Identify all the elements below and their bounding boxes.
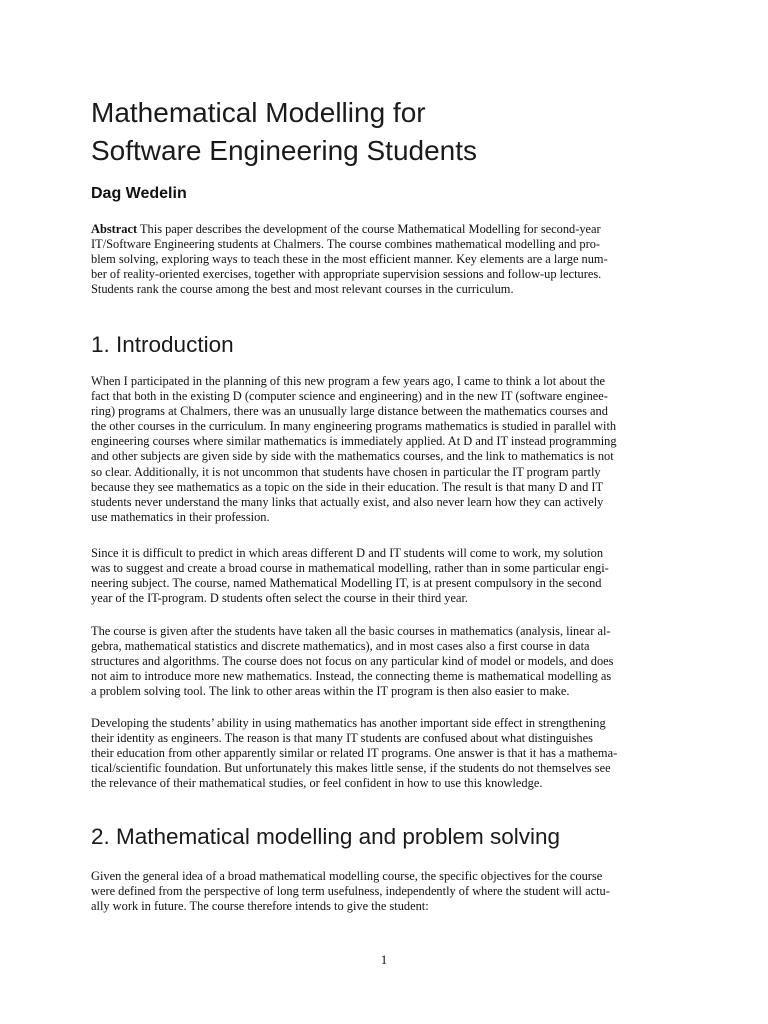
abstract-text: This paper describes the development of the course Mathematical Modelling for second-year bbox=[137, 222, 601, 236]
paper-title bbox=[91, 94, 691, 170]
paragraph-line: structures and algorithms. The course does not focus on any particular kind of model or models, and does bbox=[91, 654, 614, 669]
abstract-line: IT/Software Engineering students at Chalmers. The course combines mathematical modelling and pro- bbox=[91, 237, 601, 252]
title-line: Mathematical Modelling for bbox=[91, 97, 426, 128]
paragraph-line: and other subjects are given side by side with the mathematics courses, and the link to mathematics is not bbox=[91, 449, 614, 464]
paragraph-line: ally work in future. The course therefore intends to give the student: bbox=[91, 899, 429, 914]
paragraph-line: neering subject. The course, named Mathematical Modelling IT, is at present compulsory in the second bbox=[91, 576, 602, 591]
paragraph-line: fact that both in the existing D (computer science and engineering) and in the new IT (software enginee- bbox=[91, 389, 608, 404]
paragraph-line: year of the IT-program. D students often select the course in their third year. bbox=[91, 591, 468, 606]
paragraph bbox=[91, 869, 677, 914]
paragraph-line: engineering courses where similar mathematics is immediately applied. At D and IT instead programming bbox=[91, 434, 617, 449]
section-heading-introduction: 1. Introduction bbox=[91, 332, 234, 357]
paragraph-line: so clear. Additionally, it is not uncommon that students have chosen in particular the IT program partly bbox=[91, 464, 601, 479]
paragraph-line: the relevance of their mathematical studies, or feel confident in how to use this knowledge. bbox=[91, 776, 543, 791]
paragraph-line: Developing the students’ ability in using mathematics has another important side effect in strengthening bbox=[91, 716, 606, 730]
paragraph-line: because they see mathematics as a topic on the side in their education. The result is that many D and IT bbox=[91, 479, 604, 494]
abstract-label: Abstract bbox=[91, 222, 138, 236]
section-heading-modelling: 2. Mathematical modelling and problem solving bbox=[91, 824, 560, 849]
paragraph-line: the other courses in the curriculum. In many engineering programs mathematics is studied in parallel with bbox=[91, 419, 617, 434]
paragraph-line: gebra, mathematical statistics and discrete mathematics), and in most cases also a first course in data bbox=[91, 639, 590, 654]
paragraph-line: ring) programs at Chalmers, there was an unusually large distance between the mathematics courses and bbox=[91, 404, 608, 419]
paragraph-line: a problem solving tool. The link to other areas within the IT program is then also easier to make. bbox=[91, 684, 570, 699]
paragraph-line: students never understand the many links that actually exist, and also never learn how they can actively bbox=[91, 494, 604, 509]
paragraph bbox=[91, 546, 677, 606]
abstract-line: ber of reality-oriented exercises, together with appropriate supervision sessions and follow-up lectures. bbox=[91, 267, 602, 282]
paragraph bbox=[91, 624, 677, 699]
paragraph bbox=[91, 374, 677, 525]
abstract-line: Students rank the course among the best and most relevant courses in the curriculum. bbox=[91, 282, 514, 297]
abstract-line: blem solving, exploring ways to teach these in the most efficient manner. Key elements are a large num- bbox=[91, 252, 608, 267]
paragraph-line: use mathematics in their profession. bbox=[91, 509, 270, 524]
paragraph-line: their education from other apparently similar or related IT programs. One answer is that it has a mathema- bbox=[91, 746, 618, 761]
title-line: Software Engineering Students bbox=[91, 135, 478, 166]
paragraph-line: When I participated in the planning of this new program a few years ago, I came to think a lot about the bbox=[91, 374, 606, 388]
page-number: 1 bbox=[380, 952, 388, 967]
paragraph-line: their identity as engineers. The reason is that many IT students are confused about what distinguishes bbox=[91, 731, 593, 746]
abstract-line bbox=[91, 222, 677, 237]
paragraph-line: Given the general idea of a broad mathematical modelling course, the specific objectives for the course bbox=[91, 869, 603, 883]
author-name: Dag Wedelin bbox=[91, 185, 187, 202]
paragraph-line: not aim to introduce more new mathematics. Instead, the connecting theme is mathematical modelling as bbox=[91, 669, 612, 684]
paragraph-line: The course is given after the students have taken all the basic courses in mathematics (analysis, linear al- bbox=[91, 624, 611, 638]
paragraph-line: tical/scientific foundation. But unfortunately this makes little sense, if the students do not themselves see bbox=[91, 761, 611, 776]
paragraph-line: Since it is difficult to predict in which areas different D and IT students will come to work, my solution bbox=[91, 546, 604, 560]
paragraph bbox=[91, 716, 677, 791]
abstract bbox=[91, 222, 677, 297]
paragraph-line: were defined from the perspective of long term usefulness, independently of where the student will actu- bbox=[91, 884, 610, 899]
paragraph-line: was to suggest and create a broad course in mathematical modelling, rather than in some particular engi- bbox=[91, 561, 609, 576]
